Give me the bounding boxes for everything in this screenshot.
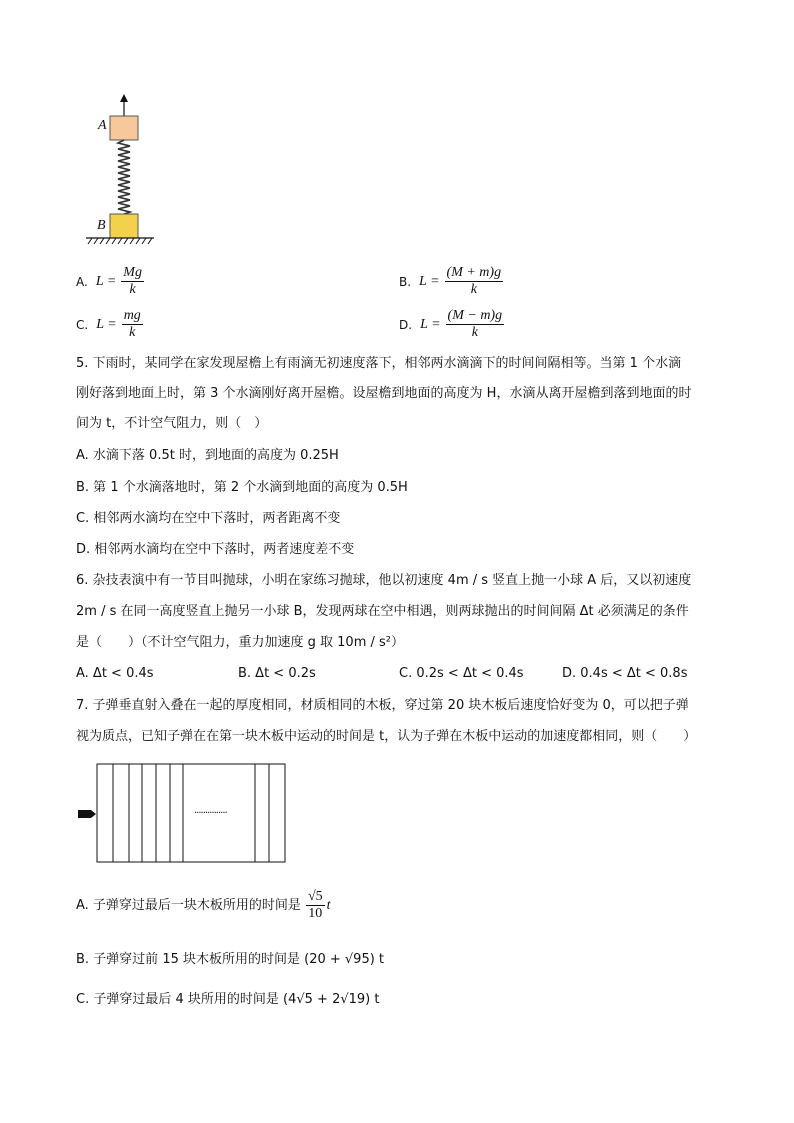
equation-lhs: L = [95,273,117,289]
fraction [445,265,504,298]
q6-stem-line-1: 6. 杂技表演中有一节目叫抛球，小明在家练习抛球，他以初速度 4m / s 竖直上抛一小球 A 后，又以初速度 [76,573,692,588]
q5-stem-line-3: 间为 t，不计空气阻力，则（ ） [76,416,268,431]
q5-option-d[interactable]: D. 相邻两水滴均在空中下落时，两者速度差不变 [76,542,355,557]
numerator: Mg [123,265,142,280]
time-variable: t [326,897,331,913]
denominator: k [129,325,136,340]
block-b [110,214,138,238]
q7-stem-line-1: 7. 子弹垂直射入叠在一起的厚度相同，材质相同的木板，穿过第 20 块木板后速度恰好变为 0，可以把子弹 [76,698,689,713]
equation-lhs: L = [420,316,441,332]
q5-stem-line-2: 刚好落到地面上时，第 3 个水滴刚好离开屋檐。设屋檐到地面的高度为 H，水滴从离开屋檐到落到地面的时 [76,386,692,401]
wooden-boards-figure [76,760,288,866]
option-text: A. 子弹穿过最后一块木板所用的时间是 [76,897,301,913]
denominator: k [471,325,478,340]
q6-stem-line-3: 是（ ）（不计空气阻力，重力加速度 g 取 10m / s²） [76,635,404,650]
label-block-a: A [98,118,107,133]
q5-option-b[interactable]: B. 第 1 个水滴落地时，第 2 个水滴到地面的高度为 0.5H [76,480,408,495]
ground-hatch [88,238,152,244]
q6-stem-line-2: 2m / s 在同一高度竖直上抛另一小球 B，发现两球在空中相遇，则两球抛出的时间间隔 Δt 必须满足的条件 [76,604,689,619]
numerator: (M − m)g [447,308,503,323]
q4-option-d[interactable] [399,308,504,341]
boards-outline [97,764,285,862]
numerator: √5 [307,889,323,904]
denominator: k [129,282,136,297]
omitted-boards-dots: ··············· [194,808,227,819]
q6-option-a[interactable]: A. Δt < 0.4s [76,666,154,681]
q4-option-c[interactable] [76,308,143,341]
q5-option-c[interactable]: C. 相邻两水滴均在空中下落时，两者距离不变 [76,511,341,526]
q6-option-b[interactable]: B. Δt < 0.2s [238,666,316,681]
q7-option-c[interactable]: C. 子弹穿过最后 4 块所用的时间是 (4√5 + 2√19) t [76,992,380,1007]
fraction [446,308,505,341]
arrow-head [120,94,128,102]
option-label: A. [76,274,88,289]
q5-stem-line-1: 5. 下雨时，某同学在家发现屋檐上有雨滴无初速度落下，相邻两水滴滴下的时间间隔相等。当第 1 个水滴 [76,356,682,371]
q5-option-a[interactable]: A. 水滴下落 0.5t 时，到地面的高度为 0.25H [76,448,339,463]
q4-option-a[interactable] [76,265,144,298]
denominator: 10 [308,906,323,921]
denominator: k [470,282,477,297]
option-label: C. [76,317,89,332]
q7-stem-line-2: 视为质点，已知子弹在在第一块木板中运动的时间是 t，认为子弹在木板中运动的加速度都相同，则（ ） [76,729,697,744]
spring-coil [118,140,130,214]
option-label: B. [399,274,412,289]
q7-option-b[interactable]: B. 子弹穿过前 15 块木板所用的时间是 (20 + √95) t [76,952,385,967]
bullet-icon [78,810,96,818]
q4-option-b[interactable] [399,265,503,298]
q6-option-c[interactable]: C. 0.2s < Δt < 0.4s [399,666,524,681]
block-a [110,116,138,140]
fraction [122,308,143,341]
fraction [121,265,144,298]
equation-lhs: L = [96,316,117,332]
numerator: (M + m)g [446,265,502,280]
spring-figure [80,92,160,252]
equation-lhs: L = [419,273,440,289]
q7-option-a[interactable] [76,889,331,922]
fraction [306,889,325,922]
numerator: mg [123,308,141,323]
q6-option-d[interactable]: D. 0.4s < Δt < 0.8s [562,666,688,681]
label-block-b: B [97,218,106,233]
option-label: D. [399,317,413,332]
